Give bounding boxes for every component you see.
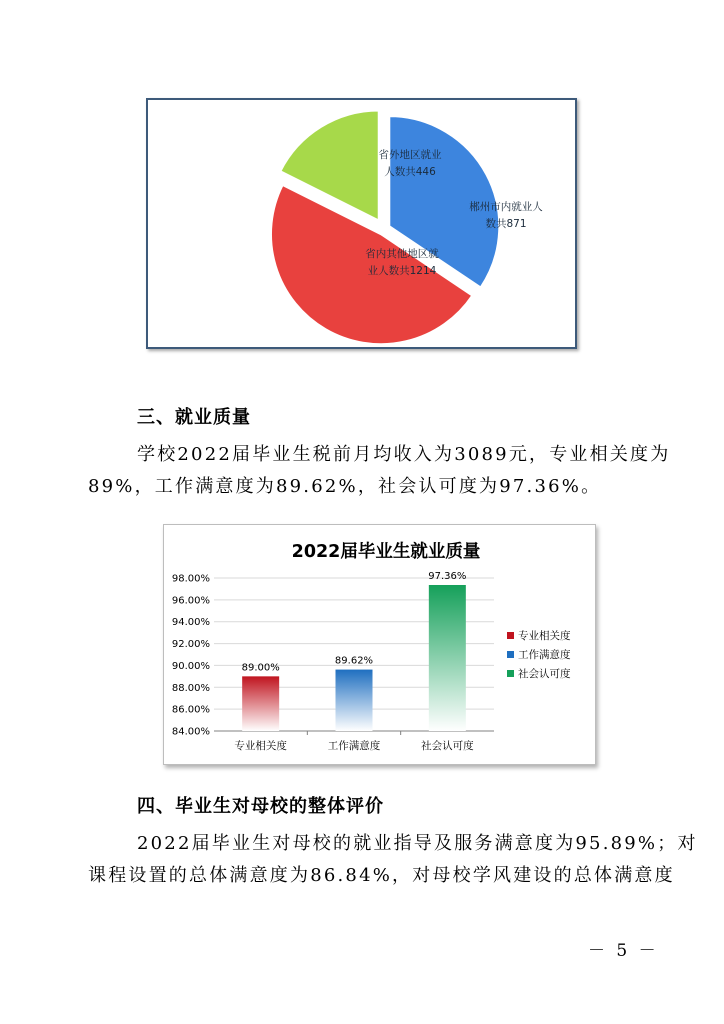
legend-swatch: [507, 651, 514, 658]
bar-chart: [164, 525, 595, 764]
y-tick-label: 90.00%: [171, 660, 210, 672]
paragraph-line: 2022届毕业生对母校的就业指导及服务满意度为95.89%；对: [137, 833, 698, 854]
bar-value-label: 97.36%: [428, 570, 467, 582]
legend-label: 专业相关度: [518, 630, 571, 642]
paragraph-line: 课程设置的总体满意度为86.84%，对母校学风建设的总体满意度: [88, 865, 675, 886]
x-tick-label: 专业相关度: [234, 740, 287, 752]
pie-slice-label: 数共871: [485, 218, 527, 230]
y-tick-label: 84.00%: [171, 726, 210, 738]
page-number: － 5 －: [588, 941, 659, 961]
pie-slice-label: 业人数共1214: [367, 265, 437, 277]
y-tick-label: 98.00%: [171, 573, 210, 585]
bar-chart-frame: [163, 524, 596, 765]
section-heading-overall-evaluation: 四、毕业生对母校的整体评价: [137, 796, 384, 817]
bar: [336, 670, 373, 731]
legend-swatch: [507, 670, 514, 677]
pie-chart: [148, 100, 575, 347]
bar-value-label: 89.62%: [334, 655, 374, 667]
y-tick-label: 96.00%: [171, 595, 210, 607]
x-tick-label: 工作满意度: [327, 740, 381, 752]
bar: [429, 585, 466, 731]
paragraph-line: 89%，工作满意度为89.62%，社会认可度为97.36%。: [88, 476, 602, 497]
pie-chart-frame: [146, 98, 577, 349]
chart-title: 2022届毕业生就业质量: [291, 542, 481, 562]
x-tick-label: 社会认可度: [421, 740, 474, 752]
y-tick-label: 86.00%: [171, 704, 210, 716]
y-tick-label: 88.00%: [171, 682, 210, 694]
pie-slice-label: 郴州市内就业人: [469, 201, 543, 213]
legend-label: 工作满意度: [518, 649, 571, 661]
pie-slice-label: 人数共446: [384, 166, 436, 178]
bar-value-label: 89.00%: [241, 662, 280, 674]
legend-swatch: [507, 632, 514, 639]
y-tick-label: 94.00%: [171, 617, 210, 629]
pie-slice-label: 省外地区就业: [378, 149, 442, 161]
paragraph-line: 学校2022届毕业生税前月均收入为3089元，专业相关度为: [137, 444, 671, 465]
legend-label: 社会认可度: [518, 668, 571, 680]
section-heading-employment-quality: 三、就业质量: [137, 407, 251, 428]
pie-slice-label: 省内其他地区就: [365, 248, 439, 260]
bar: [242, 676, 279, 731]
y-tick-label: 92.00%: [171, 639, 210, 651]
